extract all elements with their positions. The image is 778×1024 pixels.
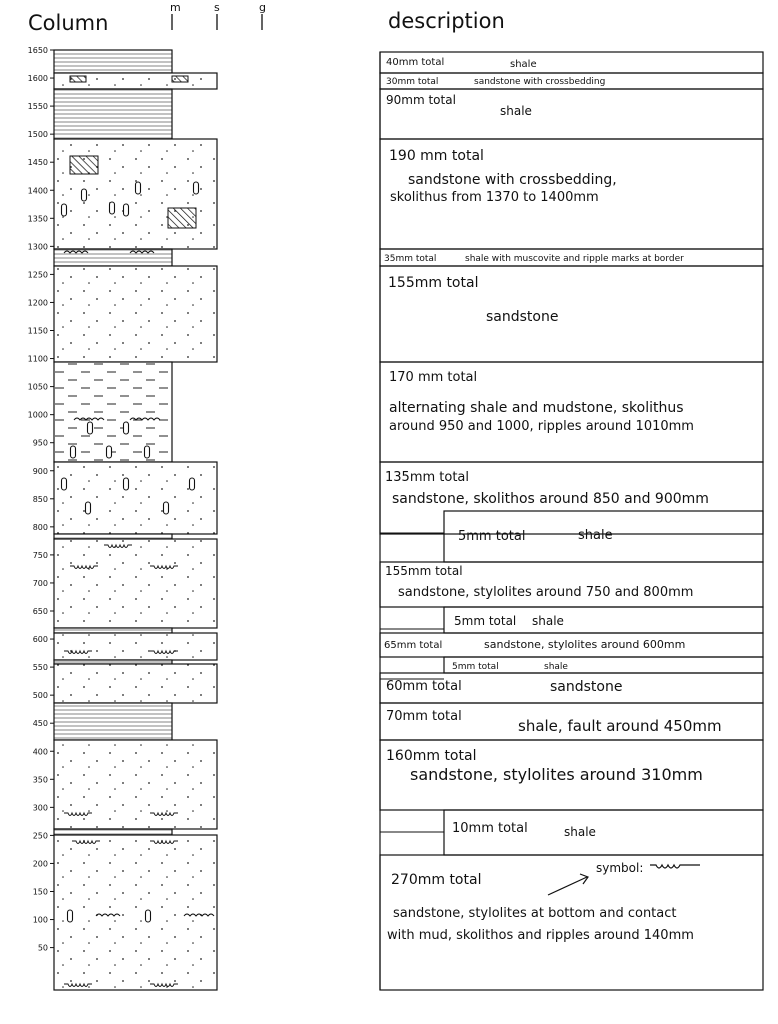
thickness-total: 35mm total (384, 254, 437, 264)
depth-tick-label: 1050 (27, 382, 48, 392)
depth-tick-label: 1400 (27, 186, 48, 196)
stylolite-symbol (650, 865, 700, 868)
thickness-total: 135mm total (385, 470, 469, 485)
crossbedding-symbol (70, 156, 98, 174)
depth-tick-label: 200 (32, 859, 48, 869)
grain-scale-label: g (259, 1, 266, 14)
skolithos-symbol (124, 422, 129, 434)
skolithos-symbol (82, 189, 87, 201)
depth-tick-label: 1450 (27, 158, 48, 168)
skolithos-symbol (110, 202, 115, 214)
skolithos-symbol (62, 478, 67, 490)
description-heading: description (388, 9, 505, 33)
depth-tick-label: 1000 (27, 410, 48, 420)
layer-description-cont: with mud, skolithos and ripples around 140mm (387, 928, 694, 943)
layer-description: sandstone (550, 679, 623, 695)
legend-arrow (548, 877, 587, 895)
skolithos-symbol (164, 502, 169, 514)
depth-tick-label: 350 (32, 775, 48, 785)
skolithos-symbol (68, 910, 73, 922)
depth-tick-label: 1650 (27, 46, 48, 55)
layer-shale (54, 534, 172, 539)
layer-description-cont: around 950 and 1000, ripples around 1010mm (389, 419, 694, 434)
skolithos-symbol (136, 182, 141, 194)
depth-tick-label: 500 (32, 691, 48, 701)
depth-tick-label: 400 (32, 747, 48, 757)
layer-sandstone (54, 633, 217, 660)
thickness-total: 65mm total (384, 640, 443, 651)
layer-description: shale (510, 59, 537, 70)
depth-tick-label: 1300 (27, 242, 48, 252)
depth-tick-label: 700 (32, 578, 48, 588)
depth-tick-label: 1500 (27, 130, 48, 140)
layer-description: sandstone with crossbedding, (408, 172, 617, 188)
layer-shale (54, 50, 172, 73)
depth-tick-label: 150 (32, 887, 48, 897)
stylolite-legend (548, 861, 700, 895)
layer-description: shale with muscovite and ripple marks at border (465, 254, 684, 264)
thickness-total: 40mm total (386, 57, 445, 68)
depth-tick-label: 250 (32, 831, 48, 841)
layer-shale (54, 829, 172, 835)
layer-description: sandstone, skolithos around 850 and 900mm (392, 491, 709, 507)
layer-sandstone (54, 664, 217, 703)
depth-tick-label: 1600 (27, 74, 48, 84)
crossbedding-symbol (168, 208, 196, 228)
depth-tick-label: 300 (32, 803, 48, 813)
thickness-total: 90mm total (386, 93, 456, 107)
thickness-total: 10mm total (452, 821, 528, 836)
layer-description: sandstone (486, 309, 559, 325)
depth-tick-label: 950 (32, 438, 48, 448)
lithology-column (54, 50, 217, 990)
layer-description: sandstone with crossbedding (474, 77, 606, 87)
thickness-total: 155mm total (388, 275, 479, 291)
thickness-total: 270mm total (391, 872, 482, 888)
skolithos-symbol (124, 204, 129, 216)
skolithos-symbol (86, 502, 91, 514)
depth-tick-label: 450 (32, 719, 48, 729)
layer-description: sandstone, stylolites around 600mm (484, 638, 686, 651)
depth-tick-label: 1550 (27, 102, 48, 112)
skolithos-symbol (88, 422, 93, 434)
skolithos-symbol (124, 478, 129, 490)
layer-description: shale (564, 825, 596, 839)
depth-tick-label: 1100 (27, 354, 48, 364)
grain-size-scale (170, 1, 266, 30)
depth-tick-label: 1350 (27, 214, 48, 224)
layer-sandstone (54, 539, 217, 628)
depth-tick-label: 750 (32, 550, 48, 560)
skolithos-symbol (71, 446, 76, 458)
depth-tick-label: 850 (32, 494, 48, 504)
layer-description: shale (532, 614, 564, 628)
depth-axis (28, 46, 55, 953)
depth-tick-label: 550 (32, 663, 48, 673)
layer-description: shale (578, 528, 613, 543)
depth-tick-label: 600 (32, 635, 48, 645)
thickness-total: 30mm total (386, 77, 439, 87)
layer-description: shale, fault around 450mm (518, 717, 722, 735)
crossbedding-symbol (172, 76, 188, 82)
layer-description: shale (544, 662, 568, 672)
layer-description: sandstone, stylolites at bottom and contact (393, 906, 677, 921)
depth-tick-label: 100 (32, 915, 48, 925)
depth-tick-label: 1150 (27, 326, 48, 336)
thickness-total: 5mm total (454, 614, 517, 628)
layer-description: alternating shale and mudstone, skolithus (389, 400, 684, 416)
skolithos-symbol (146, 910, 151, 922)
layer-shale (54, 89, 172, 139)
thickness-total: 170 mm total (389, 370, 478, 385)
layer-shale (54, 703, 172, 740)
thickness-total: 190 mm total (389, 148, 484, 164)
skolithos-symbol (62, 204, 67, 216)
legend-label: symbol: (596, 861, 644, 875)
layer-description: sandstone, stylolites around 750 and 800mm (398, 585, 694, 600)
depth-tick-label: 50 (37, 943, 48, 953)
description-table (380, 52, 763, 990)
thickness-total: 160mm total (386, 748, 477, 764)
layer-sandstone (54, 835, 217, 990)
grain-scale-label: s (214, 1, 220, 14)
depth-tick-label: 900 (32, 466, 48, 476)
layer-sandstone (54, 266, 217, 362)
thickness-total: 5mm total (458, 529, 526, 544)
thickness-total: 60mm total (386, 679, 462, 694)
depth-tick-label: 1200 (27, 298, 48, 308)
layer-description: shale (500, 104, 532, 118)
thickness-total: 70mm total (386, 709, 462, 724)
skolithos-symbol (145, 446, 150, 458)
thickness-total: 5mm total (452, 662, 499, 672)
column-heading: Column (28, 11, 109, 35)
skolithos-symbol (190, 478, 195, 490)
layer-description: sandstone, stylolites around 310mm (410, 765, 703, 784)
layer-description-cont: skolithus from 1370 to 1400mm (390, 190, 599, 205)
skolithos-symbol (107, 446, 112, 458)
layer-sandstone (54, 462, 217, 534)
depth-tick-label: 650 (32, 607, 48, 616)
skolithos-symbol (194, 182, 199, 194)
crossbedding-symbol (70, 76, 86, 82)
depth-tick-label: 800 (32, 522, 48, 532)
depth-tick-label: 1250 (27, 270, 48, 280)
grain-scale-label: m (170, 1, 181, 14)
layer-shale (54, 628, 172, 633)
thickness-total: 155mm total (385, 564, 463, 578)
